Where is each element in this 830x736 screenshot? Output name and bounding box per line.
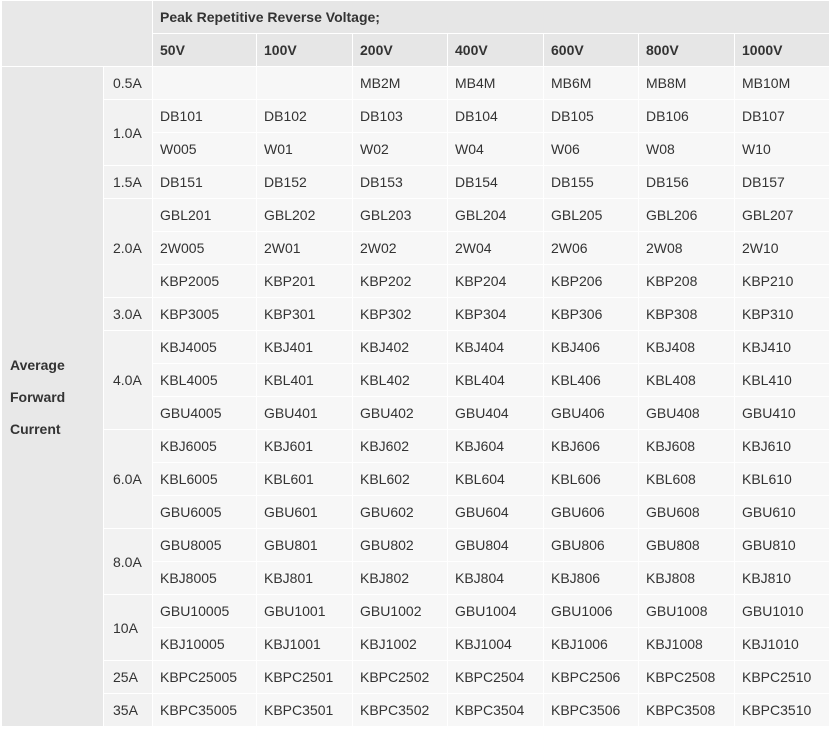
part-number-cell: KBPC3502: [353, 694, 448, 727]
part-number-cell: KBPC2501: [257, 661, 353, 694]
part-number-cell: DB105: [544, 100, 639, 133]
part-number-cell: 2W08: [639, 232, 735, 265]
part-number-cell: GBL201: [153, 199, 257, 232]
current-rating: 25A: [104, 661, 153, 694]
part-number-cell: MB2M: [353, 67, 448, 100]
part-number-cell: GBU410: [735, 397, 830, 430]
part-number-cell: KBPC35005: [153, 694, 257, 727]
part-number-cell: KBPC2508: [639, 661, 735, 694]
part-number-cell: GBU8005: [153, 529, 257, 562]
part-number-table: [1, 0, 830, 727]
part-number-cell: GBU1008: [639, 595, 735, 628]
part-number-cell: KBPC3504: [448, 694, 544, 727]
part-number-cell: GBL207: [735, 199, 830, 232]
part-number-cell: GBU1002: [353, 595, 448, 628]
part-number-cell: GBU810: [735, 529, 830, 562]
table-row: [2, 595, 830, 628]
part-number-cell: KBJ606: [544, 430, 639, 463]
part-number-cell: DB156: [639, 166, 735, 199]
part-number-cell: GBU604: [448, 496, 544, 529]
part-number-cell: GBU401: [257, 397, 353, 430]
part-number-cell: 2W10: [735, 232, 830, 265]
voltage-header: 200V: [353, 34, 448, 67]
part-number-cell: DB101: [153, 100, 257, 133]
part-number-cell: KBL608: [639, 463, 735, 496]
part-number-cell: KBL402: [353, 364, 448, 397]
part-number-cell: GBU601: [257, 496, 353, 529]
part-number-cell: GBU608: [639, 496, 735, 529]
part-number-cell: DB106: [639, 100, 735, 133]
part-number-cell: KBJ808: [639, 562, 735, 595]
part-number-cell: DB107: [735, 100, 830, 133]
part-number-cell: KBJ1010: [735, 628, 830, 661]
part-number-cell: GBU610: [735, 496, 830, 529]
part-number-cell: KBP301: [257, 298, 353, 331]
part-number-cell: W005: [153, 133, 257, 166]
table-row: [2, 661, 830, 694]
part-number-cell: KBP206: [544, 265, 639, 298]
part-number-cell: KBP208: [639, 265, 735, 298]
table-row: [2, 529, 830, 562]
part-number-cell: W06: [544, 133, 639, 166]
part-number-cell: [153, 67, 257, 100]
part-number-cell: KBPC25005: [153, 661, 257, 694]
part-number-cell: KBPC3508: [639, 694, 735, 727]
part-number-cell: KBJ601: [257, 430, 353, 463]
table-row: [2, 199, 830, 232]
part-number-cell: KBJ8005: [153, 562, 257, 595]
current-rating: 2.0A: [104, 199, 153, 298]
part-number-cell: KBP302: [353, 298, 448, 331]
header-title-row: [2, 1, 830, 34]
part-number-cell: W08: [639, 133, 735, 166]
part-number-cell: DB153: [353, 166, 448, 199]
part-number-cell: KBL401: [257, 364, 353, 397]
current-rating: 4.0A: [104, 331, 153, 430]
table-row: [2, 100, 830, 133]
voltage-header: 400V: [448, 34, 544, 67]
part-number-cell: KBJ10005: [153, 628, 257, 661]
part-number-cell: KBL604: [448, 463, 544, 496]
part-number-cell: MB6M: [544, 67, 639, 100]
part-number-cell: 2W04: [448, 232, 544, 265]
part-number-cell: [257, 67, 353, 100]
voltage-header: 50V: [153, 34, 257, 67]
part-number-cell: KBJ6005: [153, 430, 257, 463]
part-number-cell: GBU406: [544, 397, 639, 430]
part-number-cell: KBJ1001: [257, 628, 353, 661]
part-number-cell: KBJ1008: [639, 628, 735, 661]
part-number-cell: DB152: [257, 166, 353, 199]
row-label-line: Average: [10, 356, 65, 373]
part-number-cell: KBP306: [544, 298, 639, 331]
part-number-cell: DB103: [353, 100, 448, 133]
part-number-cell: KBP201: [257, 265, 353, 298]
part-number-cell: KBL601: [257, 463, 353, 496]
table-row: [2, 694, 830, 727]
part-number-cell: GBL204: [448, 199, 544, 232]
part-number-cell: KBL610: [735, 463, 830, 496]
part-number-cell: KBL410: [735, 364, 830, 397]
part-number-cell: GBL202: [257, 199, 353, 232]
part-number-cell: KBJ602: [353, 430, 448, 463]
part-number-cell: GBU10005: [153, 595, 257, 628]
part-number-cell: KBL408: [639, 364, 735, 397]
part-number-cell: KBPC2504: [448, 661, 544, 694]
part-number-cell: KBJ804: [448, 562, 544, 595]
part-number-cell: GBU808: [639, 529, 735, 562]
part-number-cell: GBU404: [448, 397, 544, 430]
part-number-cell: KBL606: [544, 463, 639, 496]
part-number-cell: DB154: [448, 166, 544, 199]
table-body: [2, 67, 830, 727]
part-number-cell: W10: [735, 133, 830, 166]
part-number-cell: KBPC3501: [257, 694, 353, 727]
part-number-cell: KBL602: [353, 463, 448, 496]
corner-cell: [2, 1, 153, 67]
part-number-cell: GBU1006: [544, 595, 639, 628]
part-number-cell: GBU408: [639, 397, 735, 430]
part-number-cell: KBP310: [735, 298, 830, 331]
part-number-cell: KBJ410: [735, 331, 830, 364]
part-number-cell: KBJ4005: [153, 331, 257, 364]
part-number-cell: GBU806: [544, 529, 639, 562]
part-number-cell: DB102: [257, 100, 353, 133]
part-number-cell: MB4M: [448, 67, 544, 100]
row-label-line: Current: [10, 420, 61, 437]
part-number-cell: KBP2005: [153, 265, 257, 298]
part-number-cell: GBU1001: [257, 595, 353, 628]
part-number-cell: GBU6005: [153, 496, 257, 529]
table-row: [2, 67, 830, 100]
current-rating: 6.0A: [104, 430, 153, 529]
part-number-cell: KBPC3506: [544, 694, 639, 727]
table-row: [2, 430, 830, 463]
part-number-cell: KBPC2506: [544, 661, 639, 694]
part-number-cell: KBP3005: [153, 298, 257, 331]
voltage-header: 800V: [639, 34, 735, 67]
part-number-cell: KBJ401: [257, 331, 353, 364]
part-number-cell: GBU804: [448, 529, 544, 562]
part-number-cell: KBJ406: [544, 331, 639, 364]
current-rating: 35A: [104, 694, 153, 727]
part-number-cell: MB10M: [735, 67, 830, 100]
current-rating: 0.5A: [104, 67, 153, 100]
part-number-cell: KBP308: [639, 298, 735, 331]
part-number-cell: KBP210: [735, 265, 830, 298]
part-number-cell: KBJ608: [639, 430, 735, 463]
table-row: [2, 166, 830, 199]
part-number-cell: KBPC2510: [735, 661, 830, 694]
row-label-line: Forward: [10, 388, 66, 405]
part-number-cell: 2W06: [544, 232, 639, 265]
part-number-cell: KBJ801: [257, 562, 353, 595]
part-number-cell: DB104: [448, 100, 544, 133]
part-number-cell: KBJ802: [353, 562, 448, 595]
part-number-cell: GBU402: [353, 397, 448, 430]
part-number-cell: KBJ806: [544, 562, 639, 595]
part-number-cell: W04: [448, 133, 544, 166]
part-number-cell: KBL6005: [153, 463, 257, 496]
part-number-cell: 2W01: [257, 232, 353, 265]
part-number-cell: KBP204: [448, 265, 544, 298]
part-number-cell: KBL406: [544, 364, 639, 397]
part-number-cell: KBJ810: [735, 562, 830, 595]
part-number-cell: KBPC2502: [353, 661, 448, 694]
voltage-header-title: Peak Repetitive Reverse Voltage;: [153, 1, 830, 34]
voltage-header: 100V: [257, 34, 353, 67]
part-number-cell: GBU606: [544, 496, 639, 529]
current-rating: 10A: [104, 595, 153, 661]
part-number-cell: DB157: [735, 166, 830, 199]
part-number-cell: KBPC3510: [735, 694, 830, 727]
part-number-cell: DB151: [153, 166, 257, 199]
current-rating: 8.0A: [104, 529, 153, 595]
part-number-cell: DB155: [544, 166, 639, 199]
part-number-cell: KBJ604: [448, 430, 544, 463]
part-number-cell: GBU1004: [448, 595, 544, 628]
part-number-cell: KBJ408: [639, 331, 735, 364]
current-rating: 3.0A: [104, 298, 153, 331]
part-number-cell: KBP202: [353, 265, 448, 298]
part-number-cell: KBJ610: [735, 430, 830, 463]
part-number-cell: W01: [257, 133, 353, 166]
current-rating: 1.0A: [104, 100, 153, 166]
row-label: [2, 67, 104, 727]
part-number-cell: GBU4005: [153, 397, 257, 430]
voltage-header: 1000V: [735, 34, 830, 67]
part-number-cell: KBJ1006: [544, 628, 639, 661]
part-number-cell: 2W005: [153, 232, 257, 265]
part-number-cell: GBL203: [353, 199, 448, 232]
part-number-cell: MB8M: [639, 67, 735, 100]
part-number-cell: KBL4005: [153, 364, 257, 397]
part-number-cell: GBU1010: [735, 595, 830, 628]
part-number-cell: KBJ402: [353, 331, 448, 364]
part-number-cell: GBU802: [353, 529, 448, 562]
part-number-cell: KBP304: [448, 298, 544, 331]
part-number-cell: KBL404: [448, 364, 544, 397]
part-number-cell: KBJ404: [448, 331, 544, 364]
part-number-cell: GBL205: [544, 199, 639, 232]
part-number-cell: 2W02: [353, 232, 448, 265]
part-number-cell: W02: [353, 133, 448, 166]
part-number-cell: GBU602: [353, 496, 448, 529]
table-row: [2, 331, 830, 364]
part-number-cell: GBL206: [639, 199, 735, 232]
part-number-cell: KBJ1004: [448, 628, 544, 661]
table-row: [2, 298, 830, 331]
current-rating: 1.5A: [104, 166, 153, 199]
voltage-header: 600V: [544, 34, 639, 67]
part-number-cell: KBJ1002: [353, 628, 448, 661]
part-number-cell: GBU801: [257, 529, 353, 562]
